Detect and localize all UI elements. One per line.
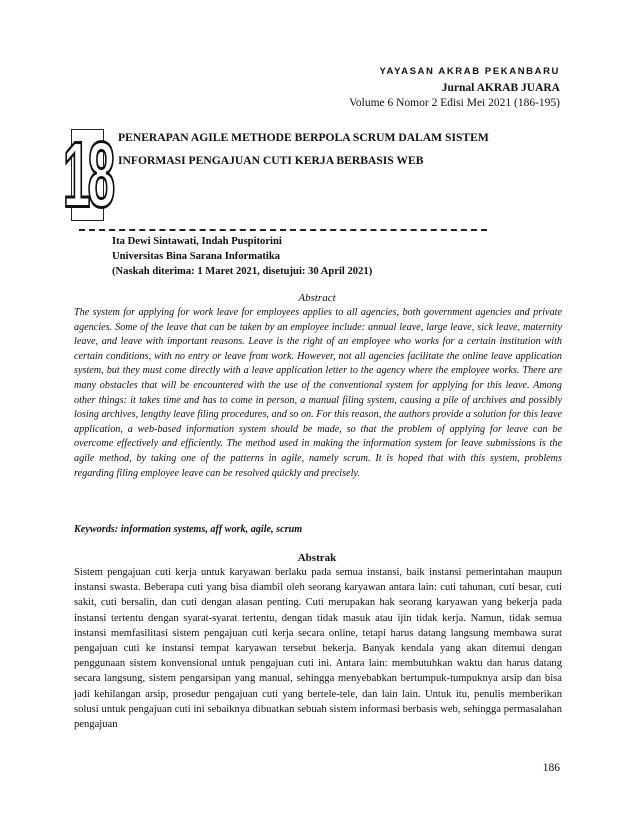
foundation-name: YAYASAN AKRAB PEKANBARU bbox=[379, 66, 560, 77]
affiliation: Universitas Bina Sarana Informatika bbox=[112, 251, 281, 262]
abstract-text: The system for applying for work leave for employees applies to all agencies, both government agencies and private agencies. Some of the leave that can be taken by an employee include: annual leave, large leave, sick leave, maternity leave, and leave with important reasons. Leave is the right of an employee who works for a certain institution with certain conditions, with no entry or leave from work. However, not all agencies facilitate the online leave application system, but they must come directly with a leave application letter to the agency where the employee works. There are many obstacles that will be encountered with the use of the conventional system for applying for this leave. Among other things: it takes time and has to come in person, a manual filing system, causing a pile of archives and possibly losing archives, lengthy leave filing procedures, and so on. For this reason, the authors provide a solution for this leave application, a web-based information system should be made, so that the problem of applying for leave can be overcome effectively and efficiently. The method used in making the information system for leave submissions is the agile method, by taking one of the patterns in agile, namely scrum. It is hoped that with this system, problems regarding filing employee leave can be resolved quickly and precisely. bbox=[74, 307, 562, 479]
abstract-heading: Abstract bbox=[298, 292, 336, 304]
paper-title: PENERAPAN AGILE METHODE BERPOLA SCRUM DALAM SISTEM INFORMASI PENGAJUAN CUTI KERJA BERBASIS WEB bbox=[118, 131, 489, 167]
page-number: 186 bbox=[542, 762, 560, 774]
authors: Ita Dewi Sintawati, Indah Puspitorini bbox=[112, 236, 282, 247]
submission-dates: (Naskah diterima: 1 Maret 2021, disetujui: 30 April 2021) bbox=[112, 266, 373, 277]
divider-line bbox=[79, 229, 487, 231]
article-number: 18 bbox=[62, 123, 113, 227]
abstrak-heading: Abstrak bbox=[297, 552, 337, 564]
journal-name: Jurnal AKRAB JUARA bbox=[441, 82, 560, 94]
keywords: Keywords: information systems, aff work, agile, scrum bbox=[74, 524, 303, 535]
abstrak-text: Sistem pengajuan cuti kerja untuk karyawan berlaku pada semua instansi, baik instansi pemerintahan maupun instansi swasta. Beberapa cuti yang bisa diambil oleh seorang karyawan antara lain: cuti tahunan, cuti besar, cuti sakit, cuti bersalin, dan cuti dengan alasan penting. Cuti merupakan hak seorang karyawan yang bekerja pada instansi tertentu dengan syarat-syarat tertentu, dengan tidak masuk atau ijin tidak kerja. Namun, tidak semua instansi memfasilitasi sistem pengajuan cuti kerja secara online, tetapi harus datang langsung membawa surat pengajuan cuti ke instansi tempat karyawan tersebut bekerja. Banyak kendala yang akan ditemui dengan penggunaan sistem konvensional untuk pengajuan cuti ini. Antara lain: membutuhkan waktu dan harus datang secara langsung, sistem pengarsipan yang manual, sehingga menyebabkan bertumpuk-tumpuknya arsip dan bisa jadi kehilangan arsip, prosedur pengajuan cuti yang bertele-tele, dan lain lain. Untuk itu, penulis memberikan solusi untuk pengajuan cuti ini sebaiknya dibuatkan sebuah sistem informasi berbasis web, sehingga permasalahan pengajuan bbox=[74, 567, 562, 731]
article-number-box bbox=[62, 123, 113, 227]
volume-info: Volume 6 Nomor 2 Edisi Mei 2021 (186-195) bbox=[349, 97, 560, 109]
